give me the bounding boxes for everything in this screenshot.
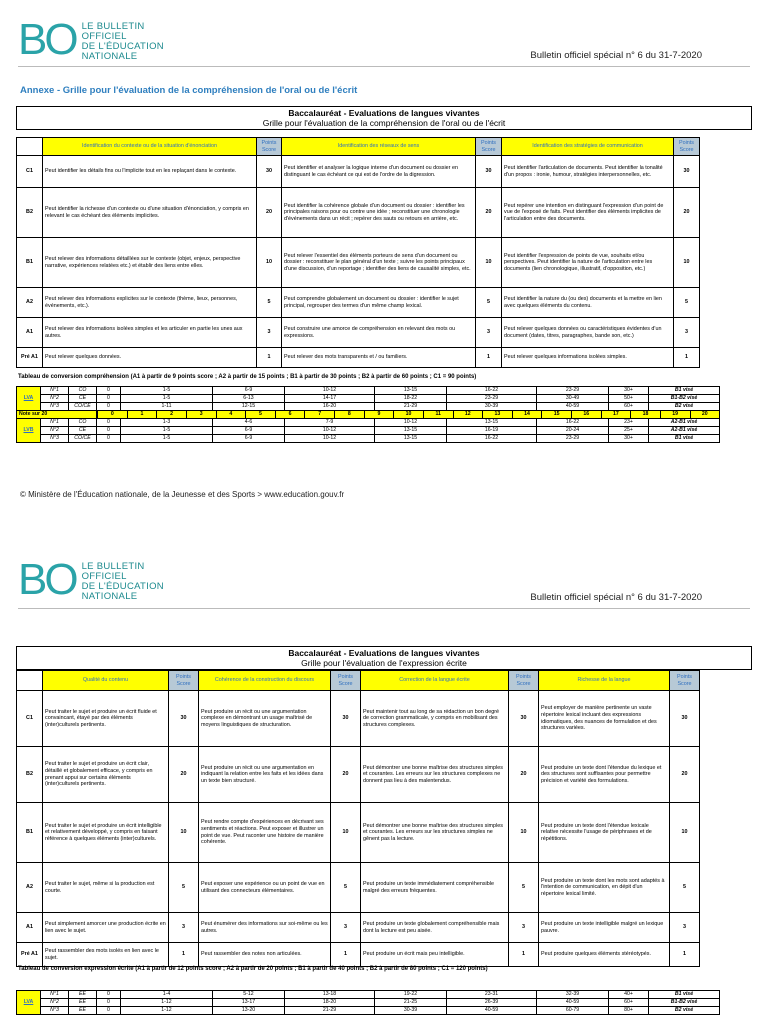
table-row: B2 Peut identifier la richesse d'un contexte ou d'une situation d'énonciation, y compris en relevant le cas échéant des éléments implicites. 20 Peut identifier la cohérence globale d'un document ou dossier : identifier les principales raisons pour ou contre une idée ; reconstituer une chronologie d'événements dans un récit ; repérer des sauts ou retours en arrière, etc. 20 Peut repérer une intention en distinguant l'expression d'un point de vue de l'exposé de faits. Peut identifier des éléments implicites de l'articulation entre des documents. 20	[17, 188, 700, 238]
table-cell: A2-B1 visé	[649, 419, 720, 427]
table-cell: B1 visé	[649, 387, 720, 395]
score-cell: 30	[670, 691, 700, 747]
table-cell: 60+	[609, 403, 649, 411]
table-row	[17, 991, 720, 999]
score-cell: 3	[670, 913, 700, 943]
table-cell: 21-29	[285, 1007, 375, 1015]
logo-mark: BO	[18, 15, 76, 64]
ecrit-header-contenu: Qualité du contenu	[43, 671, 169, 691]
table-cell: 0	[97, 1007, 121, 1015]
table-cell: 0	[97, 419, 121, 427]
table-row: C1 Peut identifier les détails fins ou l'implicite tout en les replaçant dans le contexte. 30 Peut identifier et analyser la logique interne d'un document ou dossier en distinguant le cas échéant ce qui est de l'ordre de la digression. 30 Peut identifier l'articulation de documents. Peut identifier la tonalité d'un propos : ironie, humour, stratégies interpersonnelles, etc. 30	[17, 156, 700, 188]
note-value: 14	[512, 411, 542, 417]
ecrit-header-richesse: Richesse de la langue	[539, 671, 670, 691]
table-cell: 30+	[609, 387, 649, 395]
table-cell: 12-15	[213, 403, 285, 411]
table-cell: CE	[69, 427, 97, 435]
table-cell: CO/CE	[69, 435, 97, 443]
table-cell: 13-20	[213, 1007, 285, 1015]
bulletin-reference: Bulletin officiel spécial n° 6 du 31-7-2020	[530, 592, 702, 603]
descriptor-cell: Peut maintenir tout au long de sa rédaction un bon degré de correction grammaticale, y compris en mobilisant des structures complexes.	[361, 691, 509, 747]
score-cell: 5	[670, 863, 700, 913]
descriptor-cell: Peut produire un texte dont les mots sont adaptés à l'intention de communication, en dépit d'un répertoire lexical limité.	[539, 863, 670, 913]
oral-grid-title: Baccalauréat - Evaluations de langues vivantes Grille pour l'évaluation de la compréhension de l'oral ou de l'écrit	[16, 106, 752, 130]
table-row: B1 Peut relever des informations détaillées sur le contexte (objet, enjeux, perspective narrative, expériences relatées etc.) et établir des liens entre elles. 10 Peut relever l'essentiel des éléments porteurs de sens d'un document ou dossier : reconstituer le plan général d'un texte ; suivre les points principaux d'une discussion, d'un reportage ; identifier des liens de causalité simples, etc. 10 Peut identifier l'expression de points de vue, souhaits et/ou perspectives. Peut identifier la nature de l'articulation entre les documents (lien chronologique, illustratif, d'opposition, etc.) 10	[17, 238, 700, 288]
table-cell: EE	[69, 1007, 97, 1015]
score-cell: 20	[670, 747, 700, 803]
table-cell: CO/CE	[69, 403, 97, 411]
score-cell: 30	[509, 691, 539, 747]
level-cell: A2	[17, 863, 43, 913]
note-value: 18	[630, 411, 660, 417]
table-cell: 13-15	[447, 419, 537, 427]
table-row	[17, 863, 700, 913]
score-cell: 10	[670, 803, 700, 863]
descriptor-cell: Peut produire un texte globalement compréhensible mais dont la lecture est peu aisée.	[361, 913, 509, 943]
note-value: 12	[453, 411, 483, 417]
table-cell: 13-15	[375, 387, 447, 395]
level-cell: C1	[17, 691, 43, 747]
oral-conversion-title: Tableau de conversion compréhension (A1 à partir de 9 points score ; A2 à partir de 15 points ; B1 à partir de 30 points ; B2 à partir de 60 points ; C1 = 90 points)	[18, 374, 477, 380]
score-cell: 10	[169, 803, 199, 863]
table-cell: 10-12	[285, 435, 375, 443]
table-cell: EE	[69, 999, 97, 1007]
table-cell: CO	[69, 419, 97, 427]
logo-text: LE BULLETIN OFFICIEL DE L'ÉDUCATION NATIONALE	[81, 561, 164, 602]
table-cell: 13-15	[375, 435, 447, 443]
table-cell: 60-79	[537, 1007, 609, 1015]
table-cell: 30-39	[447, 403, 537, 411]
note-value: 8	[334, 411, 364, 417]
table-cell: 6-9	[213, 427, 285, 435]
bo-logo	[18, 555, 164, 604]
table-cell: 13-17	[213, 999, 285, 1007]
table-cell: 0	[97, 999, 121, 1007]
table-cell: 50+	[609, 395, 649, 403]
level-cell: B1	[17, 803, 43, 863]
table-cell: 0	[97, 403, 121, 411]
logo-mark: BO	[18, 555, 76, 604]
lva-label: LVA	[17, 991, 41, 1015]
table-cell: 18-22	[375, 395, 447, 403]
table-cell: 6-13	[213, 395, 285, 403]
score-cell: 3	[169, 913, 199, 943]
table-row	[17, 747, 700, 803]
table-cell: B1 visé	[649, 435, 720, 443]
annex-title: Annexe - Grille pour l'évaluation de la compréhension de l'oral ou de l'écrit	[20, 85, 358, 96]
table-cell: 16-22	[447, 387, 537, 395]
table-cell: N°2	[41, 999, 69, 1007]
table-cell: 0	[97, 395, 121, 403]
note-value: 17	[601, 411, 631, 417]
table-cell: N°2	[41, 427, 69, 435]
note-scale	[97, 411, 720, 419]
table-cell: 10-12	[285, 387, 375, 395]
lvb-label: LVB	[17, 419, 41, 443]
note-label: Note sur 20	[17, 411, 97, 419]
table-cell: 18-20	[285, 999, 375, 1007]
table-cell: 30+	[609, 435, 649, 443]
table-cell: B1-B2 visé	[649, 395, 720, 403]
header-divider	[18, 66, 750, 67]
score-cell: 20	[169, 747, 199, 803]
table-cell: 6-9	[213, 387, 285, 395]
note-value: 10	[393, 411, 423, 417]
note-value: 0	[97, 411, 127, 417]
descriptor-cell: Peut produire un récit ou une argumentation en indiquant la relation entre les faits et les idées dans un texte bien structuré.	[199, 747, 331, 803]
table-cell: 40-59	[537, 999, 609, 1007]
table-cell: 26-39	[447, 999, 537, 1007]
oral-grid-table	[16, 137, 700, 368]
oral-conversion-body	[17, 387, 720, 443]
ecrit-header-points: Points Score	[509, 671, 539, 691]
score-cell: 1	[670, 943, 700, 967]
table-row	[17, 1007, 720, 1015]
table-cell: 5-12	[213, 991, 285, 999]
score-cell: 3	[331, 913, 361, 943]
descriptor-cell: Peut démontrer une bonne maîtrise des structures simples et courantes. Les erreurs sur les structures simples ne gênent pas la lecture.	[361, 803, 509, 863]
ecrit-grid-title: Baccalauréat - Evaluations de langues vivantes Grille pour l'évaluation de l'expression écrite	[16, 646, 752, 670]
table-cell: 23-29	[447, 395, 537, 403]
table-cell: 1-3	[121, 419, 213, 427]
descriptor-cell: Peut produire un texte intelligible malgré un lexique pauvre.	[539, 913, 670, 943]
level-cell: Pré A1	[17, 943, 43, 967]
table-row	[17, 999, 720, 1007]
table-cell: 32-39	[537, 991, 609, 999]
note-row	[17, 411, 720, 419]
descriptor-cell: Peut produire un texte dont l'étendue lexicale relative nécessite l'usage de périphrases et de répétitions.	[539, 803, 670, 863]
descriptor-cell: Peut rassembler des mots isolés en lien avec le sujet.	[43, 943, 169, 967]
table-cell: 7-9	[285, 419, 375, 427]
table-cell: 10-12	[375, 419, 447, 427]
table-row	[17, 387, 720, 395]
table-cell: 1-5	[121, 435, 213, 443]
descriptor-cell: Peut rendre compte d'expériences en décrivant ses sentiments et réactions. Peut exposer et illustrer un point de vue. Peut raconter une histoire de manière cohérente.	[199, 803, 331, 863]
table-cell: 0	[97, 427, 121, 435]
ecrit-conversion-body	[17, 991, 720, 1015]
score-cell: 1	[509, 943, 539, 967]
table-cell: 23-31	[447, 991, 537, 999]
table-cell: 40+	[609, 991, 649, 999]
note-value: 2	[156, 411, 186, 417]
table-cell: 6-9	[213, 435, 285, 443]
table-cell: 21-25	[375, 999, 447, 1007]
table-cell: 25+	[609, 427, 649, 435]
descriptor-cell: Peut démontrer une bonne maîtrise des structures simples et courantes. Les erreurs sur les structures complexes ne donnent pas lieu à des malentendus.	[361, 747, 509, 803]
score-cell: 30	[331, 691, 361, 747]
score-cell: 3	[509, 913, 539, 943]
lva-label: LVA	[17, 387, 41, 411]
table-cell: N°3	[41, 1007, 69, 1015]
score-cell: 5	[169, 863, 199, 913]
oral-conversion-table	[16, 386, 720, 443]
table-row	[17, 403, 720, 411]
score-cell: 10	[509, 803, 539, 863]
ecrit-grid-table	[16, 670, 700, 967]
descriptor-cell: Peut traiter le sujet, même si la production est courte.	[43, 863, 169, 913]
table-cell: 40-59	[537, 403, 609, 411]
table-cell: 23-29	[537, 435, 609, 443]
descriptor-cell: Peut produire quelques éléments stéréotypés.	[539, 943, 670, 967]
descriptor-cell: Peut employer de manière pertinente un vaste répertoire lexical incluant des expressions idiomatiques, des nuances de formulation et des structures variées.	[539, 691, 670, 747]
table-cell: 16-22	[537, 419, 609, 427]
descriptor-cell: Peut énumérer des informations sur soi-même ou les autres.	[199, 913, 331, 943]
ecrit-header-points: Points Score	[169, 671, 199, 691]
table-cell: 1-11	[121, 403, 213, 411]
table-cell: B1-B2 visé	[649, 999, 720, 1007]
ecrit-header-points: Points Score	[331, 671, 361, 691]
table-cell: N°3	[41, 435, 69, 443]
table-row	[17, 803, 700, 863]
score-cell: 30	[169, 691, 199, 747]
note-value: 15	[541, 411, 571, 417]
table-cell: EE	[69, 991, 97, 999]
table-cell: B1 visé	[649, 991, 720, 999]
table-cell: 80+	[609, 1007, 649, 1015]
descriptor-cell: Peut traiter le sujet et produire un écrit fluide et convaincant, étayé par des éléments (inter)culturels pertinents.	[43, 691, 169, 747]
table-cell: 23-29	[537, 387, 609, 395]
score-cell: 5	[331, 863, 361, 913]
table-cell: N°3	[41, 403, 69, 411]
table-cell: 30-39	[375, 1007, 447, 1015]
table-cell: A2-B1 visé	[649, 427, 720, 435]
note-value: 6	[275, 411, 305, 417]
ecrit-conversion-title: Tableau de conversion expression écrite (A1 à partir de 12 points score ; A2 à partir de 20 points ; B1 à partir de 40 points ; B2 à partir de 80 points ; C1 = 120 points)	[18, 966, 488, 972]
descriptor-cell: Peut exposer une expérience ou un point de vue en utilisant des connecteurs élémentaires.	[199, 863, 331, 913]
table-row: A1 Peut relever des informations isolées simples et les articuler en partie les unes aux autres. 3 Peut construire une amorce de compréhension en relevant des mots ou expressions. 3 Peut relever quelques données ou caractéristiques évidentes d'un document (dates, titres, paragraphes, bande son, etc.) 3	[17, 318, 700, 348]
score-cell: 10	[331, 803, 361, 863]
table-cell: N°2	[41, 395, 69, 403]
table-cell: B2 visé	[649, 403, 720, 411]
table-row: Pré A1 Peut relever quelques données. 1 Peut relever des mots transparents et / ou familiers. 1 Peut relever quelques informations isolées simples. 1	[17, 348, 700, 368]
note-value: 20	[690, 411, 720, 417]
descriptor-cell: Peut produire un texte immédiatement compréhensible malgré des erreurs fréquentes.	[361, 863, 509, 913]
table-cell: 16-22	[447, 435, 537, 443]
table-cell: 1-4	[121, 991, 213, 999]
table-cell: 14-17	[285, 395, 375, 403]
score-cell: 20	[509, 747, 539, 803]
table-cell: 21-29	[375, 403, 447, 411]
note-value: 7	[304, 411, 334, 417]
table-cell: 20-24	[537, 427, 609, 435]
table-cell: 1-5	[121, 427, 213, 435]
table-cell: 13-15	[375, 427, 447, 435]
table-cell: 1-12	[121, 1007, 213, 1015]
oral-header-context: Identification du contexte ou de la situation d'énonciation	[43, 138, 257, 156]
oral-header-points: Points Score	[257, 138, 282, 156]
score-cell: 1	[331, 943, 361, 967]
table-cell: 1-5	[121, 395, 213, 403]
table-cell: 60+	[609, 999, 649, 1007]
descriptor-cell: Peut rassembler des notes non articulées.	[199, 943, 331, 967]
table-row: A2 Peut relever des informations explicites sur le contexte (thème, lieux, personnes, événements, etc.). 5 Peut comprendre globalement un document ou dossier : identifier le sujet principal, regrouper des termes d'un même champ lexical. 5 Peut identifier la nature du (ou des) documents et la mettre en lien avec quelques éléments du contenu. 5	[17, 288, 700, 318]
table-cell: 30-49	[537, 395, 609, 403]
table-cell: 23+	[609, 419, 649, 427]
table-row	[17, 395, 720, 403]
oral-header-sens: Identification des réseaux de sens	[282, 138, 476, 156]
note-value: 9	[364, 411, 394, 417]
table-row	[17, 691, 700, 747]
score-cell: 20	[331, 747, 361, 803]
ecrit-header-coherence: Cohérence de la construction du discours	[199, 671, 331, 691]
descriptor-cell: Peut produire un texte dont l'étendue du lexique et des structures sont suffisantes pour permettre précision et variété des formulations.	[539, 747, 670, 803]
descriptor-cell: Peut produire un récit ou une argumentation complexe en démontrant un usage maîtrisé de moyens linguistiques de structuration.	[199, 691, 331, 747]
header-divider	[18, 608, 750, 609]
oral-header-strategies: Identification des stratégies de communication	[502, 138, 674, 156]
table-cell: CO	[69, 387, 97, 395]
table-cell: CE	[69, 395, 97, 403]
table-cell: 16-20	[285, 403, 375, 411]
table-cell: 10-12	[285, 427, 375, 435]
table-cell: 0	[97, 387, 121, 395]
ecrit-header-points: Points Score	[670, 671, 700, 691]
ecrit-conversion-table	[16, 990, 720, 1015]
table-cell: N°1	[41, 991, 69, 999]
ecrit-header-correction: Correction de la langue écrite	[361, 671, 509, 691]
table-cell: 1-12	[121, 999, 213, 1007]
table-cell: 4-6	[213, 419, 285, 427]
copyright: © Ministère de l'Éducation nationale, de la Jeunesse et des Sports > www.education.gouv.fr	[20, 490, 345, 499]
descriptor-cell: Peut simplement amorcer une production écrite en lien avec le sujet.	[43, 913, 169, 943]
table-cell: 1-5	[121, 387, 213, 395]
table-row	[17, 427, 720, 435]
bo-logo	[18, 15, 164, 64]
note-value: 19	[660, 411, 690, 417]
note-value: 13	[482, 411, 512, 417]
table-cell: 0	[97, 991, 121, 999]
oral-header-points: Points Score	[674, 138, 700, 156]
table-cell: N°1	[41, 419, 69, 427]
ecrit-grid-body	[17, 691, 700, 967]
descriptor-cell: Peut produire un écrit mais peu intelligible.	[361, 943, 509, 967]
table-row	[17, 943, 700, 967]
descriptor-cell: Peut traiter le sujet et produire un écrit intelligible et relativement développé, y compris en faisant référence à quelques éléments (inter)culturels.	[43, 803, 169, 863]
score-cell: 5	[509, 863, 539, 913]
score-cell: 1	[169, 943, 199, 967]
note-value: 1	[127, 411, 157, 417]
table-row	[17, 419, 720, 427]
table-cell: 19-22	[375, 991, 447, 999]
table-row	[17, 435, 720, 443]
note-value: 16	[571, 411, 601, 417]
note-value: 11	[423, 411, 453, 417]
table-cell: 40-59	[447, 1007, 537, 1015]
logo-text: LE BULLETIN OFFICIEL DE L'ÉDUCATION NATIONALE	[81, 21, 164, 62]
table-cell: 13-18	[285, 991, 375, 999]
oral-header-points: Points Score	[476, 138, 502, 156]
descriptor-cell: Peut traiter le sujet et produire un écrit clair, détaillé et globalement efficace, y compris en prenant appui sur certains éléments (inter)culturels pertinents.	[43, 747, 169, 803]
note-value: 4	[216, 411, 246, 417]
table-cell: B2 visé	[649, 1007, 720, 1015]
note-value: 5	[245, 411, 275, 417]
level-cell: A1	[17, 913, 43, 943]
table-cell: 16-19	[447, 427, 537, 435]
table-row	[17, 913, 700, 943]
level-cell: B2	[17, 747, 43, 803]
bulletin-reference: Bulletin officiel spécial n° 6 du 31-7-2020	[530, 50, 702, 61]
table-cell: N°1	[41, 387, 69, 395]
table-cell: 0	[97, 435, 121, 443]
note-value: 3	[186, 411, 216, 417]
